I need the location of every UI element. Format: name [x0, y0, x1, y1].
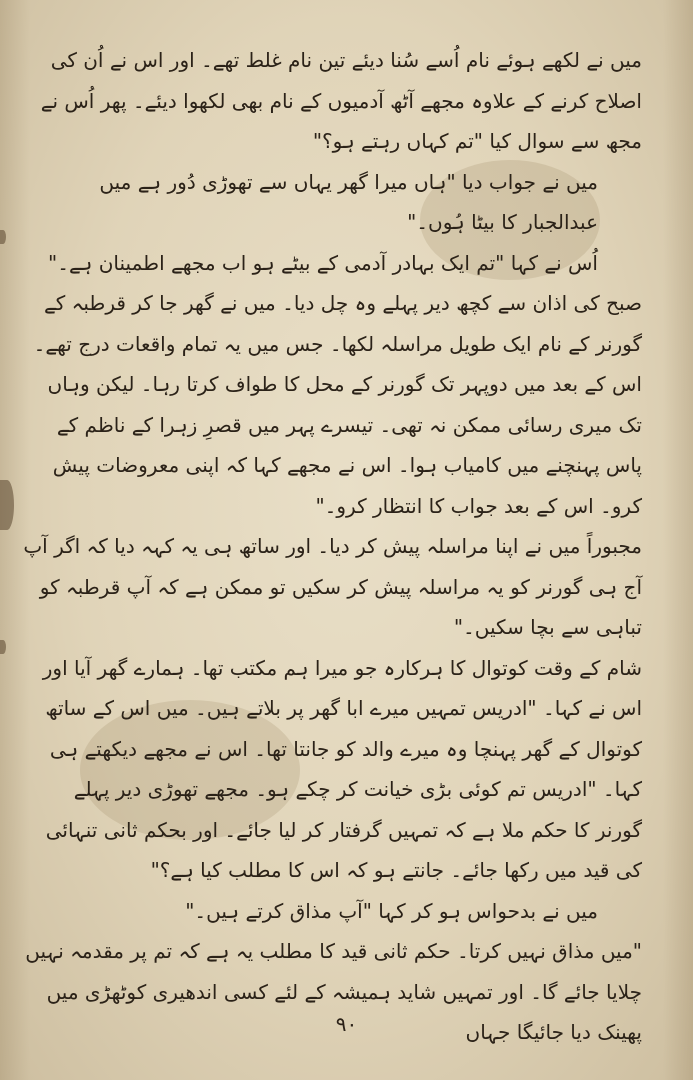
binding-hole-mark	[0, 480, 14, 530]
paragraph: شام کے وقت کوتوال کا ہرکارہ جو میرا ہم مکتب تھا۔ ہمارے گھر آیا اور اس نے کہا۔ "ادریس تمہیں میرے ابا گھر پر بلاتے ہیں۔ میں اس کے ساتھ کوتوال کے گھر پہنچا وہ میرے والد کو جانتا تھا۔ اس نے مجھے دیکھتے ہی کہا۔ "ادریس تم کوئی بڑی خیانت کر چکے ہو۔ مجھے تھوڑی دیر پہلے گورنر کا حکم ملا ہے کہ تمہیں گرفتار کر لیا جائے۔ اور بحکم ثانی تنہائی کی قید میں رکھا جائے۔ جانتے ہو کہ اس کا مطلب کیا ہے؟"	[42, 655, 642, 882]
paragraph: میں نے بدحواس ہو کر کہا "آپ مذاق کرتے ہیں۔"	[185, 898, 598, 923]
paragraph: اُس نے کہا "تم ایک بہادر آدمی کے بیٹے ہو اب مجھے اطمینان ہے۔"	[48, 250, 598, 275]
paragraph: میں نے لکھے ہوئے نام اُسے سُنا دیئے تین نام غلط تھے۔ اور اس نے اُن کی اصلاح کرنے کے علاوہ مجھے آٹھ آدمیوں کے نام بھی لکھوا دیئے۔ پھر اُس نے مجھ سے سوال کیا "تم کہاں رہتے ہو؟"	[40, 48, 642, 153]
page-number: ۹۰	[335, 1012, 358, 1036]
paragraph: میں نے جواب دیا "ہاں میرا گھر یہاں سے تھوڑی دُور ہے میں عبدالجبار کا بیٹا ہُوں۔"	[99, 169, 598, 234]
page-body-text	[22, 40, 642, 1053]
paragraph: صبح کی اذان سے کچھ دیر پہلے وہ چل دیا۔ میں نے گھر جا کر قرطبہ کے گورنر کے نام ایک طویل مراسلہ لکھا۔ جس میں یہ تمام واقعات درج تھے۔ اس کے بعد میں دوپہر تک گورنر کے محل کا طواف کرتا رہا۔ لیکن وہاں تک میری رسائی ممکن نہ تھی۔ تیسرے پہر میں قصرِ زہرا کے ناظم کے پاس پہنچنے میں کامیاب ہوا۔ اس نے مجھے کہا کہ اپنی معروضات پیش کرو۔ اس کے بعد جواب کا انتظار کرو۔"	[33, 291, 642, 518]
binding-hole-mark	[0, 230, 6, 244]
paragraph: مجبوراً میں نے اپنا مراسلہ پیش کر دیا۔ اور ساتھ ہی یہ کہہ دیا کہ اگر آپ آج ہی گورنر کو یہ مراسلہ پیش کر سکیں تو ممکن ہے کہ آپ قرطبہ کو تباہی سے بچا سکیں۔"	[23, 534, 642, 639]
binding-hole-mark	[0, 640, 6, 654]
paragraph: "میں مذاق نہیں کرتا۔ حکم ثانی قید کا مطلب یہ ہے کہ تم پر مقدمہ نہیں چلایا جائے گا۔ اور تمہیں شاید ہمیشہ کے لئے کسی اندھیری کوٹھڑی میں پھینک دیا جائیگا جہاں	[25, 939, 642, 1044]
